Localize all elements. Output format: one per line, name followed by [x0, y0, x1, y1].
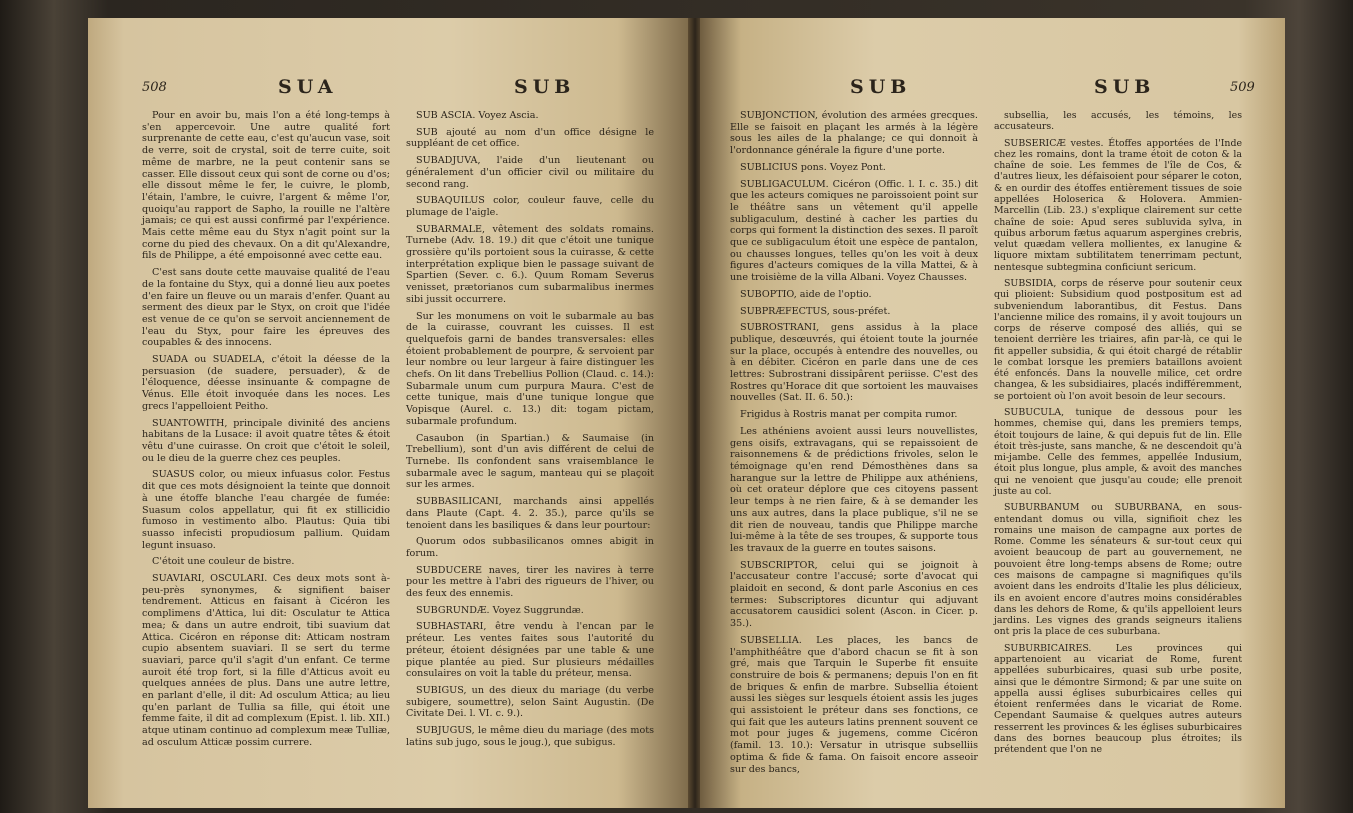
entry-paragraph: SUBURBANUM ou SUBURBANA, en sous-entendant domus ou villa, signifioit chez les romains une maison de campagne aux portes de Rome. Comme les sénateurs & sur-tout ceux qui avoient beaucoup de part au gouvernement, ne pouvoient être long-temps absens de Rome; outre ces maisons de campagne si magnifiques qu'ils avoient dans les endroits d'Italie les plus délicieux, ils en avoient encore d'autres moins considérables dans les dehors de Rome, & qu'ils appelloient leurs jardins. Les vignes des grands seigneurs italiens ont pris la place de ces suburbana.	[994, 502, 1242, 638]
right-column-1	[730, 110, 978, 780]
entry-paragraph: SUBARMALE, vêtement des soldats romains. Turnebe (Adv. 18. 19.) dit que c'étoit une tunique grossière qu'ils portoient sous la cuirasse, & cette interprétation explique bien le passage suivant de Spartien (Sever. c. 6.). Quum Romam Severus venisset, prætorianos cum subarmalibus inermes sibi jussit occurrere.	[406, 223, 654, 305]
entry-paragraph: SUBSCRIPTOR, celui qui se joignoit à l'accusateur contre l'accusé; sorte d'avocat qui plaidoit en second, & dont parle Asconius en ces termes: Subscriptores dicuntur qui adjuvant accusatorem causidici solent (Ascon. in Cicer. p. 35.).	[730, 559, 978, 630]
page-number-right: 509	[1230, 80, 1255, 95]
entry-paragraph: SUBBASILICANI, marchands ainsi appellés dans Plaute (Capt. 4. 2. 35.), parce qu'ils se tenoient dans les basiliques & dans leur pourtour:	[406, 496, 654, 531]
right-page	[700, 18, 1285, 808]
entry-paragraph: SUB ASCIA. Voyez Ascia.	[416, 110, 539, 121]
entry-paragraph: SUBUCULA, tunique de dessous pour les hommes, chemise qui, dans les premiers temps, étoit toujours de laine, & qui depuis fut de lin. Elle étoit très-juste, sans manche, & ne descendoit qu'à mi-jambe. Celle des femmes, appellée Indusium, étoit plus longue, plus ample, & avoit des manches qui ne venoient que jusqu'au coude; elle prenoit juste au col.	[994, 407, 1242, 497]
entry-paragraph: SUBSIDIA, corps de réserve pour soutenir ceux qui plioient: Subsidium quod postpositum est ad subveniendum laborantibus, dit Festus. Dans l'ancienne milice des romains, il y avoit toujours un corps de réserve composé des alliés, qui se tenoient derrière les triaires, afin par-là, ce qui le fit appeller subsidia, & qui étoit chargé de rétablir le combat lorsque les premiers bataillons avoient été enfoncés. Dans la nouvelle milice, cet ordre changea, & les subsidiaires, placés indifféremment, se portoient où l'on avoit besoin de leur secours.	[994, 277, 1242, 402]
entry-paragraph: Casaubon (in Spartian.) & Saumaise (in Trebellium), sont d'un avis différent de celui de Turnebe. Ils confondent sans vraisemblance le subarmale avec le sagum, manteau qui se plaçoit sur les armes.	[406, 432, 654, 491]
running-head-left: SUA	[278, 76, 338, 98]
left-column-2	[406, 110, 654, 753]
entry-paragraph: SUBJUGUS, le même dieu du mariage (des mots latins sub jugo, sous le joug.), que subigus.	[406, 725, 654, 748]
entry-paragraph: Sur les monumens on voit le subarmale au bas de la cuirasse, couvrant les cuisses. Il est quelquefois garni de bandes transversales: elles étoient probablement de pourpre, & servoient par leur nombre ou leur largeur à faire distinguer les chefs. On lit dans Trebellius Pollion (Claud. c. 14.): Subarmale unum cum purpura Maura. C'est de cette tunique, mais d'une tunique longue que Vopisque (Aurel. c. 13.) dit: togam pictam, subarmale profundum.	[406, 310, 654, 427]
left-column-1	[142, 110, 390, 754]
entry-paragraph: subsellia, les accusés, les témoins, les accusateurs.	[994, 110, 1242, 133]
entry-paragraph: Les athéniens avoient aussi leurs nouvellistes, gens oisifs, extravagans, qui se repaissoient de raisonnemens & de prédictions frivoles, selon le témoignage qu'en rend Démosthènes dans sa harangue sur la lettre de Philippe aux athéniens, où cet orateur déplore que ces citoyens passent leur temps à ne rien faire, & à se demander les uns aux autres, dans la place publique, s'il ne se dit rien de nouveau, tandis que Philippe marche lui-même à la tête de ses troupes, & supporte tous les travaux de la guerre en toutes saisons.	[730, 425, 978, 554]
entry-paragraph: SUBDUCERE naves, tirer les navires à terre pour les mettre à l'abri des rigueurs de l'hiver, ou des feux des ennemis.	[406, 564, 654, 600]
entry-paragraph: SUBHASTARI, être vendu à l'encan par le préteur. Les ventes faites sous l'autorité du préteur, étoient désignées par une table & une pique plantée au pied. Sur plusieurs médailles consulaires on voit la table du préteur, mensa.	[406, 621, 654, 680]
entry-paragraph: SUBOPTIO, aide de l'optio.	[740, 288, 872, 300]
entry-paragraph: SUBSELLIA. Les places, les bancs de l'amphithéâtre que d'abord chacun se fit à son gré, mais que Tarquin le Superbe fit ensuite construire de bois & permanens; depuis l'on en fit de briques & enfin de marbre. Subsellia étoient aussi les sièges sur lesquels étoient assis les juges qui assistoient le préteur dans ses fonctions, ce qui fait que les auteurs latins prennent souvent ce mot pour juges & jugemens, comme Cicéron (famil. 13. 10.): Versatur in utrisque subselliis optima & fide & fama. On faisoit encore asseoir sur des bancs,	[730, 634, 978, 775]
entry-paragraph: SUBLIGACULUM. Cicéron (Offic. l. I. c. 35.) dit que les acteurs comiques ne paroissoient point sur le théâtre sans un vêtement qu'il appelle subligaculum, destiné à cacher les parties du corps qui forment la distinction des sexes. Il paroît que ce subligaculum étoit une espèce de pantalon, ou chausses longues, telles qu'on les voit à deux figures d'acteurs comiques de la villa Mattei, & à une troisième de la villa Albani. Voyez Chausses.	[730, 178, 978, 284]
entry-paragraph: SUBGRUNDÆ. Voyez Suggrundæ.	[416, 604, 584, 616]
entry-paragraph: SUBJONCTION, évolution des armées grecques. Elle se faisoit en plaçant les armés à la légère sous les ailes de la phalange; ce qui donnoit à l'ordonnance générale la figure d'une porte.	[730, 110, 978, 157]
entry-paragraph: SUASUS color, ou mieux infuasus color. Festus dit que ces mots désignoient la teinte que donnoit à une étoffe blanche l'eau chargée de fumée: Suasum colos appellatur, qui fit ex stillicidio fumoso in vestimento albo. Plautus: Quia tibi suasso infecisti propudiosum pallium. Quidam legunt insuaso.	[142, 469, 390, 551]
right-column-2	[994, 110, 1242, 760]
entry-paragraph: SUBURBICAIRES. Les provinces qui appartenoient au vicariat de Rome, furent appellées suburbicaires, quasi sub urbe posite, ainsi que le démontre Sirmond; & par une suite on appella aussi églises suburbicaires celles qui étoient renfermées dans le vicariat de Rome. Cependant Saumaise & quelques autres auteurs resserrent les provinces & les églises suburbicaires dans des bornes beaucoup plus étroites; ils prétendent que l'on ne	[994, 642, 1242, 756]
entry-paragraph: C'est sans doute cette mauvaise qualité de l'eau de la fontaine du Styx, qui a donné lieu aux poetes d'en faire un fleuve ou un marais d'enfer. Quant au serment des dieux par le Styx, on croit que l'idée est venue de ce qu'on se servoit anciennement de l'eau du Styx, pour faire les épreuves des coupables & des innocens.	[142, 267, 390, 349]
entry-paragraph: Pour en avoir bu, mais l'on a été long-temps à s'en appercevoir. Une autre qualité fort surprenante de cette eau, c'est qu'aucun vase, soit de verre, soit de crystal, soit de terre cuite, soit même de marbre, ne la peut contenir sans se casser. Elle dissout ceux qui sont de corne ou d'os; elle dissout même le fer, le cuivre, le plomb, l'étain, l'ambre, le cuivre, l'argent & même l'or, quoiqu'au rapport de Sapho, la rouille ne l'altère jamais; ce qui est aussi confirmé par l'expérience. Mais cette même eau du Styx n'agit point sur la corne du pied des chevaux. On a dit qu'Alexandre, fils de Philippe, a été empoisonné avec cette eau.	[142, 110, 390, 262]
running-head-right: SUB	[1094, 76, 1156, 98]
entry-paragraph: SUBLICIUS pons. Voyez Pont.	[740, 161, 886, 173]
entry-paragraph: SUBADJUVA, l'aide d'un lieutenant ou généralement d'un officier civil ou militaire du second rang.	[406, 155, 654, 190]
entry-paragraph: SUBAQUILUS color, couleur fauve, celle du plumage de l'aigle.	[406, 195, 654, 218]
entry-paragraph: C'étoit une couleur de bistre.	[152, 556, 295, 568]
entry-paragraph: SUADA ou SUADELA, c'étoit la déesse de la persuasion (de suadere, persuader), & de l'éloquence, déesse insinuante & compagne de Vénus. Elle étoit invoquée dans les noces. Les grecs l'appelloient Peitho.	[142, 354, 390, 412]
entry-paragraph: Quorum odos subbasilicanos omnes abigit in forum.	[406, 536, 654, 559]
entry-paragraph: SUAVIARI, OSCULARI. Ces deux mots sont à-peu-près synonymes, & signifient baiser tendrement. Atticus en faisant à Cicéron les complimens d'Attica, lui dit: Osculatur te Attica mea; & dans un autre endroit, tibi suavium dat Attica. Cicéron en réponse dit: Atticam nostram cupio absentem suaviari. Il se sert du terme suaviari, parce qu'il s'agit d'un enfant. Ce terme auroit été trop fort, si la fille d'Atticus avoit eu quelques années de plus. Dans une autre lettre, en parlant d'elle, il dit: Ad osculum Attica; au lieu qu'en parlant de Tullia sa fille, qui étoit une femme faite, il dit ad complexum (Epist. l. lib. XII.) atque utinam continuo ad complexum meæ Tulliæ, ad osculum Atticæ possim currere.	[142, 573, 390, 748]
entry-paragraph: SUB ajouté au nom d'un office désigne le suppléant de cet office.	[406, 126, 654, 150]
entry-paragraph: SUANTOWITH, principale divinité des anciens habitans de la Lusace: il avoit quatre têtes & étoit vêtu d'une cuirasse. On croit que c'étoit le soleil, ou le dieu de la guerre chez ces peuples.	[142, 417, 390, 464]
entry-paragraph: SUBPRÆFECTUS, sous-préfet.	[740, 305, 891, 317]
entry-paragraph: SUBSERICÆ vestes. Étoffes apportées de l'Inde chez les romains, dont la trame étoit de coton & la chaîne de soie. Les femmes de l'île de Cos, & d'autres lieux, les défaisoient pour séparer le coton, & en ourdir des étoffes entièrement tissues de soie appellées Holoserica & Holovera. Ammien-Marcellin (Lib. 23.) s'explique clairement sur cette chaîne de soie: Apud seres subluvida sylva, in quibus arborum fætus aquarum aspergines crebris, velut quædam vellera mollientes, ex lanugine & liquore mixtam subtilitatem tenerrimam pectunt, nentesque subtegmina conficiunt sericum.	[994, 137, 1242, 273]
running-head-left-2: SUB	[514, 76, 576, 98]
entry-paragraph: Frigidus à Rostris manat per compita rumor.	[740, 409, 958, 421]
left-page	[88, 18, 690, 808]
page-number-left: 508	[142, 80, 167, 95]
entry-paragraph: SUBROSTRANI, gens assidus à la place publique, desœuvrés, qui étoient toute la journée sur la place, occupés à entendre des nouvelles, ou à en débiter. Cicéron en parle dans une de ces lettres: Subrostrani dissipârent periisse. C'est des Rostres qu'Horace dit que sortoient les mauvaises nouvelles (Sat. II. 6. 50.):	[730, 322, 978, 404]
running-head-right-1: SUB	[850, 76, 912, 98]
entry-paragraph: SUBIGUS, un des dieux du mariage (du verbe subigere, soumettre), selon Saint Augustin. (De Civitate Dei. l. VI. c. 9.).	[406, 684, 654, 720]
